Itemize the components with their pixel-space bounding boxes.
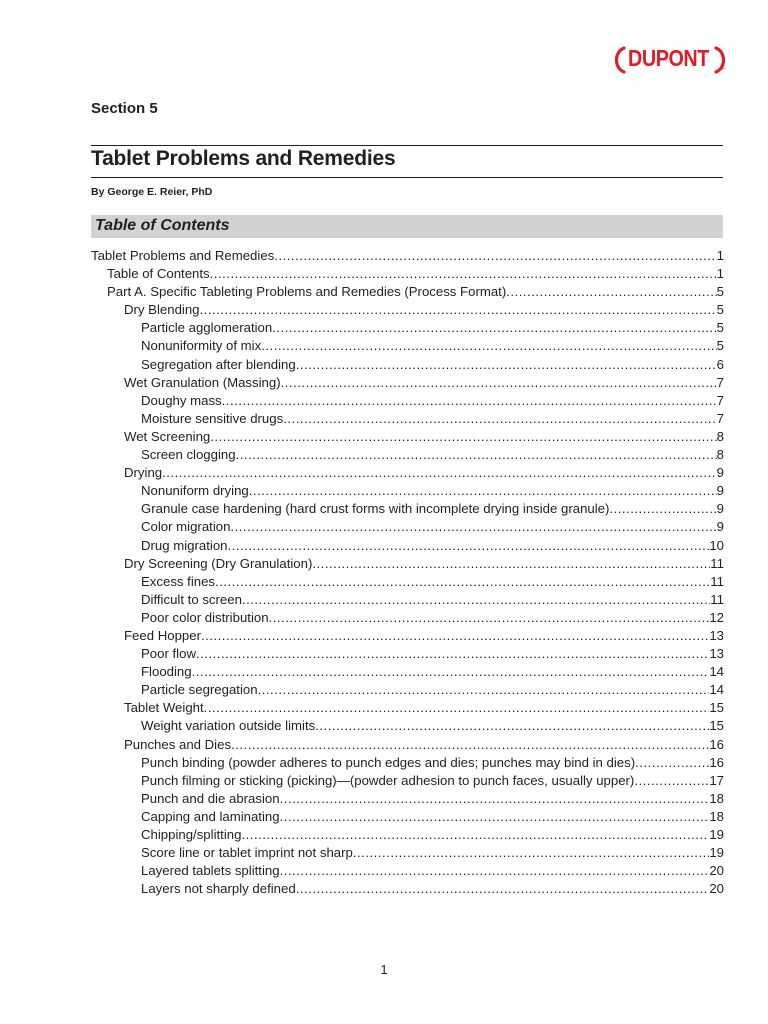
toc-entry-title: Color migration [141,519,231,535]
toc-leader-dots [241,826,709,844]
toc-entry-title: Granule case hardening (hard crust forms with incomplete drying inside granule) [141,501,610,517]
toc-leader-dots [353,844,709,862]
toc-entry[interactable] [91,772,724,790]
toc-entry-title: Drug migration [141,537,228,553]
toc-leader-dots [162,464,717,482]
toc-leader-dots [272,319,716,337]
toc-entry-page: 9 [716,519,724,535]
toc-entry-title: Wet Granulation (Massing) [124,374,281,390]
toc-entry-page: 18 [709,808,724,824]
toc-leader-dots [635,754,709,772]
toc-entry[interactable] [91,319,724,337]
toc-entry[interactable] [91,681,724,699]
toc-entry-page: 6 [716,356,724,372]
toc-entry[interactable] [91,410,724,428]
toc-entry-title: Table of Contents [107,266,210,282]
toc-leader-dots [196,645,709,663]
toc-entry[interactable] [91,717,724,735]
toc-entry[interactable] [91,301,724,319]
toc-leader-dots [222,392,717,410]
toc-entry-page: 20 [709,881,724,897]
page-title: Tablet Problems and Remedies [91,147,396,170]
toc-entry-page: 16 [709,736,724,752]
toc-entry-page: 13 [709,646,724,662]
toc-leader-dots [315,717,709,735]
toc-leader-dots [280,790,710,808]
toc-leader-dots [200,301,717,319]
toc-entry-title: Feed Hopper [124,627,201,643]
toc-entry-title: Dry Blending [124,302,200,318]
toc-entry-page: 19 [709,845,724,861]
toc-entry[interactable] [91,736,724,754]
toc-entry-title: Excess fines [141,573,216,589]
toc-entry-page: 7 [716,392,724,408]
toc-entry[interactable] [91,699,724,717]
toc-heading: Table of Contents [95,217,230,234]
toc-entry-page: 10 [709,537,724,553]
toc-leader-dots [634,772,709,790]
toc-entry[interactable] [91,826,724,844]
toc-entry-page: 8 [716,447,724,463]
toc-entry-title: Score line or tablet imprint not sharp [141,845,353,861]
toc-entry[interactable] [91,537,724,555]
toc-leader-dots [506,283,716,301]
toc-entry-page: 16 [709,754,724,770]
toc-entry-title: Weight variation outside limits [141,718,316,734]
toc-leader-dots [296,356,717,374]
toc-entry-title: Nonuniform drying [141,483,249,499]
toc-entry-title: Layers not sharply defined [141,881,296,897]
toc-leader-dots [312,555,710,573]
toc-entry[interactable] [91,500,724,518]
toc-leader-dots [609,500,716,518]
toc-entry[interactable] [91,428,724,446]
toc-leader-dots [201,627,709,645]
toc-entry-page: 12 [709,609,724,625]
toc-leader-dots [210,428,716,446]
toc-entry-page: 20 [709,863,724,879]
toc-leader-dots [283,410,716,428]
toc-leader-dots [231,736,709,754]
toc-entry-title: Chipping/splitting [141,827,242,842]
toc-entry-title: Particle agglomeration [141,320,273,336]
toc-entry-title: Punches and Dies [124,736,232,752]
toc-entry-page: 11 [710,573,724,589]
toc-entry-title: Poor flow [141,646,196,662]
toc-entry-title: Layered tablets splitting [141,863,280,879]
toc-entry[interactable] [91,862,724,880]
toc-entry[interactable] [91,880,724,898]
toc-entry-page: 5 [716,338,724,354]
toc-entry-title: Dry Screening (Dry Granulation) [124,555,313,571]
toc-entry-page: 9 [716,501,724,517]
toc-entry-page: 17 [709,772,724,788]
toc-entry-title: Tablet Problems and Remedies [91,248,275,263]
toc-entry[interactable] [91,844,724,862]
toc-leader-dots [281,374,717,392]
toc-leader-dots [230,518,716,536]
toc-entry-page: 1 [716,266,724,282]
toc-entry[interactable] [91,573,724,591]
page-number: 1 [380,962,388,977]
toc-leader-dots [261,337,716,355]
toc-entry-title: Punch binding (powder adheres to punch edges and dies; punches may bind in dies) [141,754,636,770]
toc-entry-title: Flooding [141,664,192,680]
toc-leader-dots [242,591,710,609]
toc-entry-page: 15 [709,700,724,716]
toc-leader-dots [192,663,710,681]
toc-entry[interactable] [91,247,724,265]
toc-entry-title: Punch filming or sticking (picking)—(powder adhesion to punch faces, usually upper) [141,772,635,788]
toc-entry-title: Doughy mass [141,392,222,408]
toc-entry-title: Drying [124,465,163,481]
section-label: Section 5 [91,100,158,117]
toc-leader-dots [228,537,710,555]
toc-entry-page: 14 [709,682,724,698]
toc-entry-page: 7 [716,374,724,390]
toc-entry[interactable] [91,609,724,627]
toc-entry[interactable] [91,356,724,374]
toc-entry-page: 13 [709,627,724,643]
toc-entry-title: Tablet Weight [124,700,204,716]
table-of-contents [91,247,724,898]
toc-leader-dots [204,699,710,717]
title-rule-top [91,145,723,146]
toc-leader-dots [215,573,710,591]
toc-entry-title: Wet Screening [124,428,211,444]
toc-entry[interactable] [91,374,724,392]
toc-entry-title: Segregation after blending [141,356,296,372]
toc-leader-dots [249,482,717,500]
toc-heading-bar [91,215,723,238]
toc-entry-page: 15 [709,718,724,734]
toc-entry-page: 5 [716,302,724,318]
toc-entry[interactable] [91,645,724,663]
toc-entry[interactable] [91,392,724,410]
logo-wordmark: DUPONT [628,45,709,71]
toc-entry[interactable] [91,555,724,573]
toc-leader-dots [280,862,710,880]
author-byline: By George E. Reier, PhD [91,186,213,198]
toc-entry-page: 14 [709,664,724,680]
trademark-mark: ™ [720,67,725,73]
toc-entry-page: 19 [709,827,724,842]
toc-entry-page: 11 [710,555,724,571]
toc-leader-dots [296,880,710,898]
toc-entry-title: Capping and laminating [141,808,280,824]
toc-entry[interactable] [91,337,724,355]
toc-entry-title: Part A. Specific Tableting Problems and Remedies (Process Format) [107,284,507,300]
toc-entry[interactable] [91,265,724,283]
toc-entry-title: Punch and die abrasion [141,790,280,806]
toc-entry-title: Nonuniformity of mix [141,338,262,354]
toc-entry-title: Moisture sensitive drugs [141,410,284,426]
toc-leader-dots [280,808,710,826]
dupont-logo [610,42,730,78]
toc-entry-page: 5 [716,320,724,336]
toc-entry[interactable] [91,591,724,609]
toc-entry[interactable] [91,446,724,464]
toc-entry-page: 7 [716,410,724,426]
toc-entry[interactable] [91,464,724,482]
toc-entry-page: 5 [716,284,724,300]
toc-entry[interactable] [91,790,724,808]
toc-entry-page: 18 [709,790,724,806]
toc-entry[interactable] [91,283,724,301]
toc-entry-page: 9 [716,483,724,499]
toc-entry-page: 8 [716,428,724,444]
toc-entry[interactable] [91,808,724,826]
toc-entry[interactable] [91,518,724,536]
toc-leader-dots [274,247,716,265]
toc-entry[interactable] [91,754,724,772]
title-rule-bottom [91,177,723,178]
toc-entry[interactable] [91,663,724,681]
toc-entry[interactable] [91,482,724,500]
toc-entry-page: 1 [716,248,724,263]
toc-leader-dots [236,446,717,464]
toc-entry[interactable] [91,627,724,645]
toc-entry-page: 11 [710,591,724,607]
toc-leader-dots [258,681,710,699]
toc-entry-title: Difficult to screen [141,591,242,607]
toc-entry-page: 9 [716,465,724,481]
toc-leader-dots [269,609,710,627]
toc-entry-title: Poor color distribution [141,609,269,625]
toc-entry-title: Particle segregation [141,682,258,698]
toc-entry-title: Screen clogging [141,447,236,463]
toc-leader-dots [210,265,717,283]
